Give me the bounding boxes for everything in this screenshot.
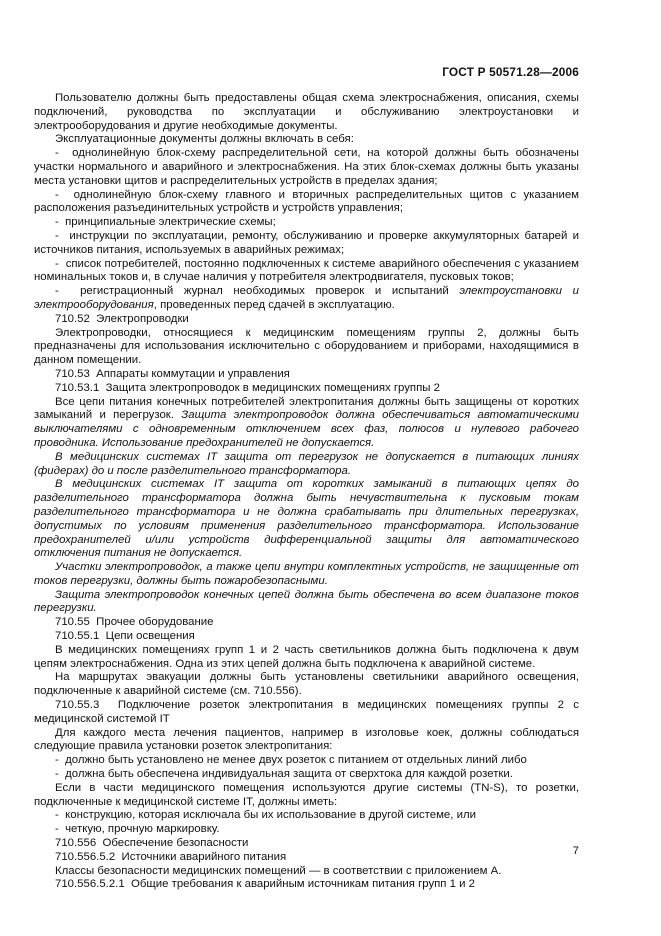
paragraph — [34, 823, 579, 837]
text-run: Эксплуатационные документы должны включать в себя: — [55, 133, 354, 146]
text-run: - однолинейную блок-схему главного и вторичных распределительных щитов с указанием расположения разъединительных устройств и устройств управления; — [34, 188, 579, 215]
document-header-title: ГОСТ Р 50571.28—2006 — [442, 65, 579, 79]
text-run: Участки электропроводок, а также цепи внутри комплектных устройств, не защищенные от токов перегрузки, должны быть пожаробезопасными. — [34, 561, 579, 587]
text-run: Если в части медицинского помещения используются другие системы (TN-S), то розетки, подключенные к медицинской системе IT, должны иметь: — [34, 781, 579, 808]
paragraph — [34, 451, 579, 479]
text-run: 710.55 Прочее оборудование — [55, 616, 214, 629]
paragraph — [34, 671, 579, 699]
paragraph — [34, 865, 579, 879]
text-run: 710.53 Аппараты коммутации и управления — [55, 367, 290, 380]
paragraph — [34, 368, 579, 382]
paragraph — [34, 616, 579, 630]
text-run: В медицинских системах IT защита от коротких замыканий в питающих цепях до разделительного трансформатора должна быть нечувствительна к пусковым токам разделительного трансформатора и не должна срабатывать при длительных перегрузках, допустимых по условиям применения разделительного трансформатора. Использование предохранителей и/или устройств дифференциальной защиты для автоматического отключения питания не допускается. — [34, 478, 579, 560]
paragraph — [34, 258, 579, 286]
paragraph — [34, 878, 579, 892]
paragraph — [34, 285, 579, 313]
text-run: Пользователю должны быть предоставлены общая схема электроснабжения, описания, схемы подключений, руководства по эксплуатации и обслуживанию электроустановки и электрооборудования и другие необходимые документы. — [34, 92, 579, 132]
paragraph — [34, 809, 579, 823]
text-run: 710.556 Обеспечение безопасности — [55, 837, 249, 850]
text-run: 710.52 Электропроводки — [55, 312, 189, 325]
paragraph — [34, 589, 579, 617]
paragraph — [34, 754, 579, 768]
paragraph — [34, 230, 579, 258]
text-run: - инструкции по эксплуатации, ремонту, обслуживанию и проверке аккумуляторных батарей и источников питания, используемых в аварийных режимах; — [34, 229, 579, 256]
text-run: 710.556.5.2 Источники аварийного питания — [55, 850, 287, 863]
text-run: - должно быть установлено не менее двух розеток с питанием от отдельных линий либо — [55, 754, 527, 767]
text-run: 710.556.5.2.1 Общие требования к аварийным источникам питания групп 1 и 2 — [55, 878, 476, 891]
text-run: Защита электропроводок должна обеспечиваться автоматическими выключателями с одновременным отключением всех фаз, полюсов и нулевого рабочего проводника. Использование предохранителей не допускается. — [34, 409, 579, 449]
text-run: Для каждого места лечения пациентов, например в изголовье коек, должны соблюдаться следующие правила установки розеток электропитания: — [34, 726, 579, 753]
document-body — [34, 92, 579, 892]
text-run: Защита электропроводок конечных цепей должна быть обеспечена во всем диапазоне токов перегрузки. — [34, 588, 579, 615]
text-run: Классы безопасности медицинских помещений — в соответствии с приложением А. — [55, 864, 502, 877]
text-run: - однолинейную блок-схему распределительной сети, на которой должны быть обозначены участки нормального и аварийного и электроснабжения. На этих блок-схемах должны быть указаны места установки щитов и распределительных устройств в пределах здания; — [34, 147, 579, 187]
paragraph — [34, 768, 579, 782]
paragraph — [34, 478, 579, 561]
text-run: 710.55.3 Подключение розеток электропитания в медицинских помещениях группы 2 с медицинской системой IT — [34, 699, 579, 725]
paragraph — [34, 133, 579, 147]
paragraph — [34, 189, 579, 217]
text-run: Все цепи питания конечных потребителей электропитания должны быть защищены от коротких замыканий и перегрузок. — [34, 395, 579, 422]
text-run: - принципиальные электрические схемы; — [55, 216, 276, 229]
text-run: - должна быть обеспечена индивидуальная защита от сверхтока для каждой розетки. — [55, 768, 513, 781]
paragraph — [34, 699, 579, 727]
paragraph — [34, 92, 579, 133]
paragraph — [34, 561, 579, 589]
text-run: Электропроводки, относящиеся к медицинским помещениям группы 2, должны быть предназначены для использования исключительно с оборудованием и приборами, находящимися в данном помещении. — [34, 326, 579, 367]
paragraph — [34, 727, 579, 755]
text-run: - четкую, прочную маркировку. — [55, 823, 220, 836]
text-run: - список потребителей, постоянно подключенных к системе аварийного обеспечения с указанием номинальных токов и, в случае наличия у потребителя электродвигателя, пусковых токов; — [34, 257, 579, 284]
text-run: В медицинских системах IT защита от перегрузок не допускается в питающих линиях (фидерах) до и после разделительного трансформатора. — [34, 450, 579, 477]
paragraph — [34, 147, 579, 188]
paragraph — [34, 396, 579, 451]
text-run: - конструкцию, которая исключала бы их использование в другой системе, или — [55, 809, 476, 822]
text-run: В медицинских помещениях групп 1 и 2 часть светильников должна быть подключена к двум цепям электроснабжения. Одна из этих цепей должна быть подключена к аварийной системе. — [34, 643, 579, 670]
paragraph — [34, 782, 579, 810]
page-number: 7 — [572, 845, 579, 857]
text-run: электроустановки и электрооборудования — [34, 285, 579, 311]
text-run: 710.55.1 Цепи освещения — [55, 630, 195, 643]
paragraph — [34, 382, 579, 396]
paragraph — [34, 644, 579, 672]
text-run: - регистрационный журнал необходимых проверок и испытаний — [55, 285, 460, 298]
text-run: На маршрутах эвакуации должны быть установлены светильники аварийного освещения, подключенные к аварийной системе (см. 710.556). — [34, 671, 579, 698]
paragraph — [34, 327, 579, 368]
paragraph — [34, 313, 579, 327]
paragraph — [34, 630, 579, 644]
paragraph — [34, 216, 579, 230]
text-run: , проведенных перед сдачей в эксплуатацию. — [153, 298, 395, 311]
text-run: 710.53.1 Защита электропроводок в медицинских помещениях группы 2 — [55, 381, 440, 394]
